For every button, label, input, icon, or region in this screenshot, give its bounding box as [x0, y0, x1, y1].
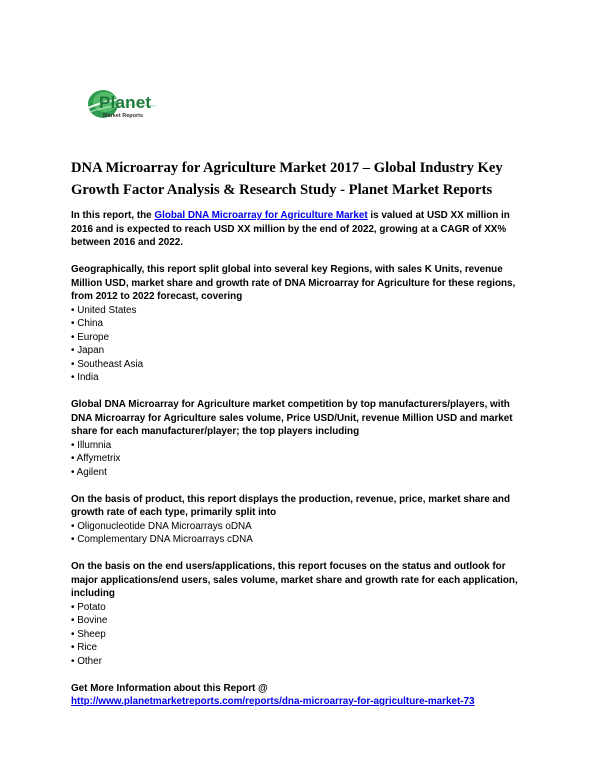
logo-name: Planet [99, 93, 152, 112]
intro-paragraph [71, 209, 531, 250]
document-title: DNA Microarray for Agriculture Market 2017 – Global Industry Key Growth Factor Analysis & Research Study - Planet Market Reports [71, 160, 503, 198]
planet-logo [86, 86, 176, 126]
list-item: • United States [71, 304, 137, 316]
list-item: • Japan [71, 345, 105, 356]
list-item: • Sheep [71, 628, 106, 640]
list-item: • Southeast Asia [71, 358, 144, 370]
list-item: • India [71, 372, 99, 383]
list-item: • Bovine [71, 615, 108, 626]
products-list [71, 520, 531, 547]
intro-text-before: In this report, the [71, 210, 155, 221]
players-paragraph: Global DNA Microarray for Agriculture market competition by top manufacturers/players, with DNA Microarray for Agriculture sales volume, Price USD/Unit, revenue Million USD and market share for each manufacturer/player; the top players including [71, 399, 513, 437]
document-body [71, 209, 531, 709]
regions-list [71, 304, 531, 385]
list-item: • Agilent [71, 466, 107, 478]
list-item: • Oligonucleotide DNA Microarrays oDNA [71, 520, 252, 532]
list-item: • China [71, 318, 104, 329]
intro-text-after: is valued at USD XX million in 2016 and is expected to reach USD XX million by the end of 2022, growing at a CAGR of XX% between 2016 and 2022. [71, 210, 510, 248]
products-paragraph: On the basis of product, this report displays the production, revenue, price, market share and growth rate of each type, primarily split into [71, 493, 510, 518]
more-info-paragraph [71, 695, 531, 709]
players-list [71, 439, 531, 480]
applications-paragraph: On the basis on the end users/applications, this report focuses on the status and outlook for major applications/end users, sales volume, market share and growth rate for each application, including [71, 561, 518, 599]
applications-list [71, 601, 531, 669]
list-item: • Illumnia [71, 439, 112, 451]
logo-tagline: Market Reports [103, 113, 144, 119]
list-item: • Other [71, 655, 102, 667]
list-item: • Europe [71, 331, 110, 343]
list-item: • Potato [71, 601, 106, 613]
regions-paragraph: Geographically, this report split global into several key Regions, with sales K Units, revenue Million USD, market share and growth rate of DNA Microarray for Agriculture for these regions, from 2012 to 2022 forecast, covering [71, 264, 516, 302]
list-item: • Complementary DNA Microarrays cDNA [71, 534, 253, 545]
market-link[interactable]: Global DNA Microarray for Agriculture Market [154, 210, 368, 221]
more-info-label: Get More Information about this Report @ [71, 682, 268, 694]
report-url-link[interactable]: http://www.planetmarketreports.com/reports/dna-microarray-for-agriculture-market-73 [71, 696, 475, 707]
list-item: • Affymetrix [71, 453, 121, 464]
list-item: • Rice [71, 642, 97, 653]
